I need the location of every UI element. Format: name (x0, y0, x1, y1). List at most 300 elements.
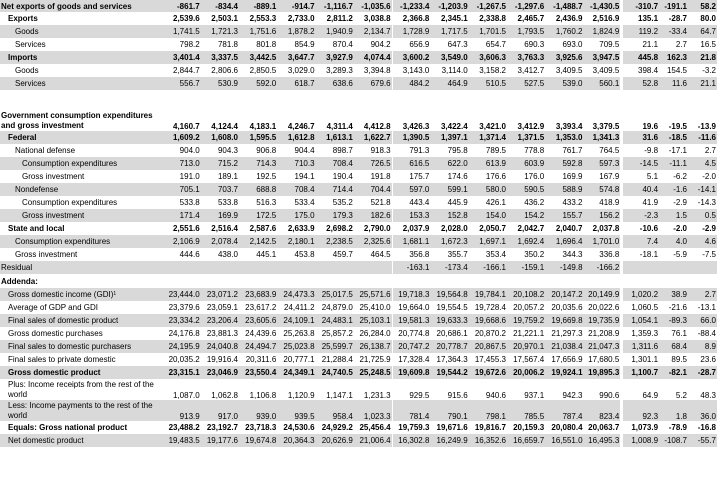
value-cell (622, 274, 659, 288)
row-label (0, 353, 162, 366)
value-cell: 3,947.5 (584, 51, 622, 64)
value-cell: 1,609.2 (162, 131, 200, 144)
value-cell: 785.5 (507, 400, 545, 421)
value-cell: 2,811.2 (326, 14, 353, 23)
value-cell: -89.3 (659, 314, 688, 327)
value-cell: 48.3 (700, 391, 716, 400)
value-cell: 19,895.3 (584, 366, 622, 379)
value-cell: 2,633.9 (287, 224, 315, 233)
value-cell: 24,349.1 (277, 366, 315, 379)
value-cell: 484.2 (392, 77, 430, 90)
value-cell: 464.9 (430, 77, 468, 90)
value-cell: 19,718.3 (392, 288, 430, 301)
table-row (0, 421, 717, 434)
value-cell: 690.3 (524, 40, 545, 49)
row-label (0, 209, 162, 222)
value-cell: 790.1 (430, 400, 468, 421)
value-cell: -5.9 (673, 250, 687, 259)
value-cell: 2,850.5 (249, 66, 277, 75)
row-label-text: Gross domestic purchases (8, 329, 103, 338)
value-cell: 398.4 (622, 64, 659, 77)
value-cell: 3,029.0 (287, 66, 315, 75)
value-cell: 20,149.9 (584, 288, 622, 301)
value-cell: 21,725.9 (359, 355, 391, 364)
value-cell: 19,554.5 (436, 303, 468, 312)
value-cell: 616.5 (392, 157, 430, 170)
value-cell: 2,037.9 (392, 222, 430, 235)
value-cell: 1.8 (659, 400, 688, 421)
row-label-text: State and local (8, 224, 65, 233)
value-cell: 798.1 (469, 400, 507, 421)
value-cell: 169.9 (562, 172, 583, 181)
value-cell: 939.0 (239, 400, 277, 421)
value-cell: 426.1 (485, 198, 506, 207)
value-cell: 89.5 (671, 355, 687, 364)
value-cell: 175.0 (277, 209, 315, 222)
value-cell: 92.3 (622, 400, 659, 421)
value-cell: 1,371.5 (507, 131, 545, 144)
value-cell: 574.8 (584, 183, 622, 196)
value-cell (469, 274, 507, 288)
value-cell: 1.5 (659, 209, 688, 222)
value-cell: 714.4 (316, 183, 354, 196)
value-cell: 1,060.5 (622, 301, 659, 314)
value-cell: 24,176.8 (168, 329, 200, 338)
value-cell: 1,696.4 (545, 235, 583, 248)
value-cell: 618.7 (277, 77, 315, 90)
value-cell: 36.0 (688, 400, 717, 421)
value-cell: 24,740.5 (316, 366, 354, 379)
value-cell: -1,203.9 (430, 0, 468, 12)
value-cell: 556.7 (162, 77, 200, 90)
value-cell: 24,494.7 (239, 340, 277, 353)
value-cell: 20,870.2 (474, 329, 506, 338)
value-cell: -6.2 (673, 172, 687, 181)
value-cell: 5.1 (622, 170, 659, 183)
value-cell: 1,020.2 (622, 288, 659, 301)
value-cell: 789.5 (485, 146, 506, 155)
value-cell: 3,143.0 (392, 64, 430, 77)
table-row (0, 38, 717, 51)
value-cell: 1,717.5 (430, 25, 468, 38)
value-cell: 24,530.6 (283, 423, 315, 432)
value-cell: 715.2 (201, 157, 239, 170)
value-cell: 25,017.5 (316, 288, 354, 301)
value-cell: 154.2 (507, 209, 545, 222)
value-cell: 26,138.7 (354, 340, 392, 353)
value-cell: 7.4 (622, 235, 659, 248)
value-cell: 20,626.9 (316, 434, 354, 447)
value-cell: 23.6 (700, 355, 716, 364)
value-cell: 709.5 (599, 40, 620, 49)
value-cell (354, 274, 392, 288)
value-cell: 2,698.2 (326, 224, 353, 233)
row-label-text: Net exports of goods and services (1, 1, 132, 11)
value-cell: 23,334.2 (162, 314, 200, 327)
value-cell (392, 274, 430, 288)
value-cell: 20,108.2 (507, 288, 545, 301)
value-cell: 1,741.5 (162, 25, 200, 38)
value-cell: 0.5 (688, 209, 717, 222)
table-row (0, 288, 717, 301)
value-cell: 350.2 (524, 250, 545, 259)
value-cell: 2.7 (704, 146, 716, 155)
table-row (0, 183, 717, 196)
value-cell: 20,364.3 (277, 434, 315, 447)
value-cell (277, 274, 315, 288)
value-cell: 24,195.9 (162, 340, 200, 353)
value-cell: 21,047.3 (584, 340, 622, 353)
value-cell: 2,516.9 (592, 14, 620, 23)
table-row (0, 327, 717, 340)
value-cell: 2,516.4 (211, 224, 238, 233)
value-cell: -1,035.6 (354, 0, 392, 12)
value-cell: 20,080.4 (551, 423, 583, 432)
value-cell: 3,925.6 (545, 51, 583, 64)
value-cell (201, 274, 239, 288)
value-cell: 1,147.1 (326, 391, 353, 400)
value-cell: 599.1 (430, 183, 468, 196)
value-cell: 19,483.5 (162, 434, 200, 447)
value-cell: 23,379.6 (168, 303, 200, 312)
value-cell (316, 261, 354, 274)
value-cell: 1,760.2 (545, 25, 583, 38)
value-cell: 1,301.1 (622, 353, 659, 366)
table-row (0, 248, 717, 261)
row-label (0, 301, 162, 314)
value-cell: 2,037.8 (592, 224, 620, 233)
row-label (0, 183, 162, 196)
value-cell: 539.0 (545, 77, 583, 90)
row-label (0, 327, 162, 340)
value-cell: 1,100.7 (622, 366, 659, 379)
value-cell: 4.0 (659, 235, 688, 248)
value-cell (201, 261, 239, 274)
value-cell: 1,311.6 (622, 340, 659, 353)
value-cell: 1,721.3 (201, 25, 239, 38)
value-cell: 155.7 (545, 209, 583, 222)
value-cell: -18.1 (622, 248, 659, 261)
value-cell: 917.0 (201, 400, 239, 421)
value-cell: 521.8 (370, 198, 391, 207)
value-cell: 443.4 (392, 196, 430, 209)
value-cell: 1,681.1 (392, 235, 430, 248)
value-cell: 1,824.9 (584, 25, 622, 38)
value-cell: 19,924.1 (545, 366, 583, 379)
value-cell: 16,352.6 (469, 434, 507, 447)
value-cell: 20,867.5 (469, 340, 507, 353)
value-cell (688, 261, 717, 274)
row-label (0, 379, 162, 400)
value-cell: -3.2 (702, 66, 716, 75)
value-cell: 2,078.4 (201, 235, 239, 248)
row-label (0, 38, 162, 51)
row-label (0, 64, 162, 77)
value-cell: 24,929.2 (321, 423, 353, 432)
row-label-text: Exports (8, 14, 38, 23)
value-cell: 8.9 (688, 340, 717, 353)
row-label (0, 366, 162, 379)
value-cell: 4,183.1 (249, 122, 277, 131)
row-label-text: Average of GDP and GDI (8, 303, 98, 312)
table-row (0, 366, 717, 379)
value-cell: -149.8 (545, 261, 583, 274)
table-row (0, 261, 717, 274)
table-row (0, 64, 717, 77)
value-cell: 64.9 (622, 379, 659, 400)
value-cell: -834.4 (201, 0, 239, 12)
value-cell: 1,106.8 (249, 391, 277, 400)
value-cell: 2,551.6 (173, 224, 200, 233)
value-cell: 418.9 (599, 198, 620, 207)
value-cell: 23,718.3 (245, 423, 277, 432)
row-label-text: Consumption expenditures (15, 237, 111, 246)
value-cell: 444.6 (179, 250, 200, 259)
value-cell: 904.4 (294, 146, 315, 155)
value-cell: 169.9 (201, 209, 239, 222)
value-cell: -2.0 (702, 172, 716, 181)
value-cell: 191.0 (179, 172, 200, 181)
value-cell: 20,035.6 (551, 303, 583, 312)
value-cell: 52.8 (622, 77, 659, 90)
row-label (0, 434, 162, 447)
table-row (0, 209, 717, 222)
value-cell: 1,341.3 (584, 131, 622, 144)
row-label-text: Equals: Gross national product (8, 423, 128, 432)
value-cell: 25,599.7 (316, 340, 354, 353)
value-cell: 4,124.4 (211, 122, 238, 131)
value-cell: -88.4 (697, 329, 716, 338)
value-cell: 3,422.4 (440, 122, 468, 131)
value-cell: 20,774.8 (392, 327, 430, 340)
value-cell: 940.6 (485, 391, 506, 400)
value-cell: 19,609.8 (392, 366, 430, 379)
value-cell: 16,659.7 (507, 434, 545, 447)
value-cell: 939.5 (277, 400, 315, 421)
value-cell: 2,042.7 (517, 224, 545, 233)
table-row (0, 196, 717, 209)
value-cell: 3,289.3 (326, 66, 353, 75)
value-cell: -1,430.5 (584, 0, 622, 12)
value-cell: 17,656.9 (551, 355, 583, 364)
value-cell: 156.2 (584, 209, 622, 222)
value-cell: 714.3 (239, 157, 277, 170)
table-row (0, 0, 717, 12)
value-cell: 19,671.6 (436, 423, 468, 432)
value-cell: 453.8 (294, 250, 315, 259)
value-cell: -2.3 (622, 209, 659, 222)
value-cell: 2,338.8 (479, 14, 506, 23)
value-cell: 4,160.7 (173, 122, 200, 131)
value-cell: 656.9 (392, 38, 430, 51)
row-label (0, 261, 162, 274)
value-cell: 16,495.3 (584, 434, 622, 447)
row-label-text: Gross investment (15, 250, 78, 259)
value-cell: 533.4 (294, 198, 315, 207)
value-cell: 21.1 (688, 77, 717, 90)
value-cell: 19,672.6 (469, 366, 507, 379)
value-cell: 823.4 (584, 400, 622, 421)
value-cell: -82.1 (659, 366, 688, 379)
value-cell: 191.8 (370, 172, 391, 181)
value-cell: 2,180.1 (277, 235, 315, 248)
value-cell: 19,759.2 (507, 314, 545, 327)
value-cell: 19,564.8 (430, 288, 468, 301)
value-cell: -33.4 (659, 25, 688, 38)
value-cell: 17,680.5 (588, 355, 620, 364)
value-cell (162, 274, 200, 288)
value-cell: 21,288.4 (321, 355, 353, 364)
value-cell: 19,916.4 (206, 355, 238, 364)
value-cell: 2,238.5 (316, 235, 354, 248)
table-row (0, 222, 717, 235)
value-cell: 38.9 (659, 288, 688, 301)
row-label-text: Gross investment (22, 172, 85, 181)
value-cell: -11.1 (659, 157, 688, 170)
value-cell: -14.1 (688, 183, 717, 196)
row-label (0, 170, 162, 183)
value-cell: 189.1 (217, 172, 238, 181)
value-cell: 21.8 (688, 51, 717, 64)
value-cell: 23,617.2 (245, 303, 277, 312)
value-cell: 25,456.4 (359, 423, 391, 432)
value-cell: 613.9 (469, 157, 507, 170)
table-row (0, 235, 717, 248)
value-cell: -1,233.4 (392, 0, 430, 12)
value-cell: 25,023.8 (277, 340, 315, 353)
row-label-text: Gross investment (22, 211, 85, 220)
value-cell: 20,747.2 (392, 340, 430, 353)
value-cell: 436.2 (524, 198, 545, 207)
value-cell: -1,116.7 (316, 0, 354, 12)
value-cell: 2,366.8 (392, 12, 430, 25)
value-cell: 592.8 (545, 157, 583, 170)
value-cell: 25,248.5 (354, 366, 392, 379)
value-cell: 904.2 (370, 40, 391, 49)
value-cell: 4,074.4 (354, 51, 392, 64)
value-cell: 4,246.7 (287, 122, 315, 131)
value-cell: 68.4 (659, 340, 688, 353)
value-cell: 336.8 (599, 250, 620, 259)
value-cell: 19,759.3 (392, 421, 430, 434)
value-cell: 3,114.0 (441, 66, 468, 75)
row-label (0, 157, 162, 170)
value-cell: 174.6 (447, 172, 468, 181)
row-label-text: National defense (15, 146, 76, 155)
table-row (0, 379, 717, 400)
value-cell: 2,436.9 (555, 14, 583, 23)
row-label-text: Nondefense (15, 185, 59, 194)
value-cell: 5.2 (675, 391, 687, 400)
value-cell: -2.0 (673, 224, 687, 233)
value-cell: 2.7 (675, 40, 687, 49)
value-cell: 580.0 (469, 183, 507, 196)
value-cell: 3,409.5 (592, 66, 620, 75)
value-cell: 167.9 (599, 172, 620, 181)
value-cell: 3,421.0 (479, 122, 506, 131)
row-label-text: Plus: Income receipts from the rest of the world (8, 380, 154, 399)
value-cell: 23,550.4 (239, 366, 277, 379)
value-cell: 25,571.6 (354, 288, 392, 301)
value-cell: 25,410.0 (359, 303, 391, 312)
value-cell (688, 274, 717, 288)
value-cell: 162.3 (659, 51, 688, 64)
value-cell: 20,057.2 (513, 303, 545, 312)
value-cell: 2,806.6 (211, 66, 238, 75)
value-cell: 23,046.9 (201, 366, 239, 379)
value-cell: 25,103.1 (354, 314, 392, 327)
table-row (0, 144, 717, 157)
value-cell: -14.5 (622, 157, 659, 170)
row-label (0, 51, 162, 64)
value-cell: 23,071.2 (201, 288, 239, 301)
value-cell: 24,439.6 (245, 329, 277, 338)
value-cell: 20,147.2 (545, 288, 583, 301)
value-cell: 192.5 (256, 172, 277, 181)
value-cell: -173.4 (430, 261, 468, 274)
value-cell: 527.5 (507, 77, 545, 90)
value-cell: 20,686.1 (436, 329, 468, 338)
value-cell: -159.1 (507, 261, 545, 274)
value-cell: -19.5 (668, 122, 687, 131)
value-cell: 592.0 (239, 77, 277, 90)
table-row (0, 400, 717, 421)
value-cell: 703.7 (201, 183, 239, 196)
value-cell: 2,142.5 (239, 235, 277, 248)
value-cell: 19,728.4 (474, 303, 506, 312)
value-cell: 3,600.2 (392, 51, 430, 64)
value-cell: 1,054.1 (622, 314, 659, 327)
row-label (0, 77, 162, 90)
value-cell: 906.8 (256, 146, 277, 155)
value-cell: 704.4 (354, 183, 392, 196)
value-cell (507, 274, 545, 288)
value-cell: -14.3 (697, 198, 716, 207)
value-cell: 904.0 (179, 146, 200, 155)
value-cell: 929.5 (392, 379, 430, 400)
value-cell (430, 274, 468, 288)
value-cell: 21,297.3 (551, 329, 583, 338)
value-cell: -13.9 (697, 122, 716, 131)
value-cell: 898.7 (332, 146, 353, 155)
value-cell: 1,062.8 (211, 391, 238, 400)
value-cell: 20,035.2 (168, 355, 200, 364)
value-cell: 795.8 (447, 146, 468, 155)
value-cell: 23,192.7 (206, 423, 238, 432)
value-cell: 1,120.9 (287, 391, 315, 400)
value-cell (277, 261, 315, 274)
value-cell: 135.1 (622, 12, 659, 25)
value-cell (659, 274, 688, 288)
row-label-text: Less: Income payments to the rest of the world (8, 401, 153, 420)
value-cell: 1,622.7 (354, 131, 392, 144)
row-label (0, 288, 162, 301)
value-cell: 16,302.8 (392, 434, 430, 447)
value-cell: 344.3 (562, 250, 583, 259)
value-cell: 21,208.9 (588, 329, 620, 338)
value-cell: 1,353.0 (545, 131, 583, 144)
value-cell: 23,683.9 (239, 288, 277, 301)
value-cell: 190.4 (332, 172, 353, 181)
value-cell: 16,249.9 (430, 434, 468, 447)
row-label-text: Final sales to domestic purchasers (8, 342, 132, 351)
value-cell: 705.1 (162, 183, 200, 196)
row-label (0, 400, 162, 421)
value-cell: 20,778.7 (430, 340, 468, 353)
value-cell: 1,612.8 (277, 131, 315, 144)
value-cell: 24,040.8 (201, 340, 239, 353)
table-row (0, 353, 717, 366)
